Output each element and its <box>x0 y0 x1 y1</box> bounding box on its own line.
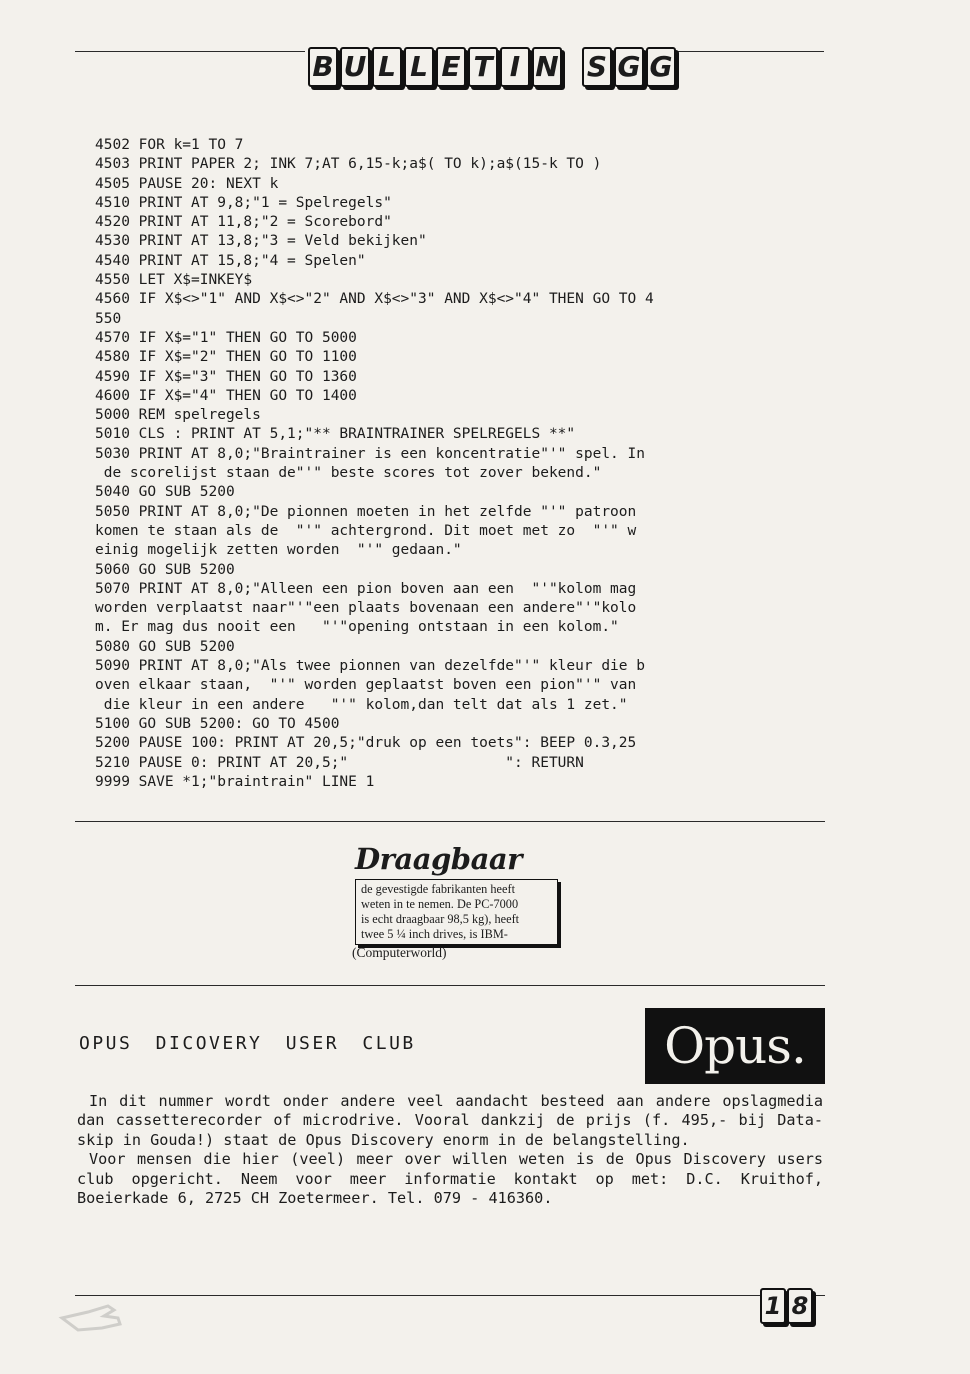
code-line: 4560 IF X$<>"1" AND X$<>"2" AND X$<>"3" AND X$<>"4" THEN GO TO 4 <box>95 291 654 308</box>
club-heading: OPUS DICOVERY USER CLUB <box>79 1033 416 1054</box>
masthead-letter: U <box>340 47 370 87</box>
club-article <box>77 1092 823 1208</box>
code-line: 4550 LET X$=INKEY$ <box>95 272 253 289</box>
page-number-digit: 1 <box>760 1288 786 1324</box>
draagbaar-clipping <box>355 879 558 945</box>
footer-rule <box>75 1295 825 1296</box>
code-line: 550 <box>95 310 122 327</box>
code-separator-rule <box>75 821 825 822</box>
code-line: 5050 PRINT AT 8,0;"De pionnen moeten in het zelfde "'" patroon <box>95 503 637 520</box>
code-line: 4590 IF X$="3" THEN GO TO 1360 <box>95 368 357 385</box>
masthead-letter: I <box>500 47 530 87</box>
page-number <box>760 1288 813 1324</box>
code-line: 9999 SAVE *1;"braintrain" LINE 1 <box>95 773 375 790</box>
code-line: 4510 PRINT AT 9,8;"1 = Spelregels" <box>95 194 392 211</box>
code-line: 4505 PAUSE 20: NEXT k <box>95 175 279 192</box>
code-line: 4530 PRINT AT 13,8;"3 = Veld bekijken" <box>95 233 427 250</box>
pointing-hand-icon <box>58 1298 128 1338</box>
code-line: die kleur in een andere "'" kolom,dan telt dat als 1 zet." <box>95 696 628 713</box>
page-number-digit: 8 <box>787 1288 813 1324</box>
draagbaar-line: weten in te nemen. De PC-7000 <box>361 897 519 911</box>
basic-code-listing <box>95 136 855 792</box>
code-line: 5060 GO SUB 5200 <box>95 561 235 578</box>
draagbaar-source: (Computerworld) <box>352 945 447 960</box>
code-line: de scorelijst staan de"'" beste scores tot zover bekend." <box>95 465 602 482</box>
club-paragraph: Voor mensen die hier (veel) meer over willen weten is de Opus Discovery users club opgericht. Neem voor meer informatie kontakt op met: D.C. Kruithof, Boeierkade 6, 2725 CH Zoetermeer. Tel. 079 - 416360. <box>77 1150 823 1208</box>
draagbaar-line: is echt draagbaar 98,5 kg), heeft <box>361 912 520 926</box>
masthead-letter: L <box>372 47 402 87</box>
code-line: 5010 CLS : PRINT AT 5,1;"** BRAINTRAINER SPELREGELS **" <box>95 426 576 443</box>
draagbaar-line: twee 5 ¼ inch drives, is IBM- <box>361 927 508 941</box>
code-line: 5200 PAUSE 100: PRINT AT 20,5;"druk op een toets": BEEP 0.3,25 <box>95 735 637 752</box>
code-line: 5040 GO SUB 5200 <box>95 484 235 501</box>
masthead-letter: G <box>646 47 676 87</box>
club-separator-rule <box>75 985 825 986</box>
code-line: 5210 PAUSE 0: PRINT AT 20,5;" ": RETURN <box>95 754 584 771</box>
header-rule-left <box>75 51 305 52</box>
code-line: 5070 PRINT AT 8,0;"Alleen een pion boven aan een "'"kolom mag <box>95 580 637 597</box>
code-line: 4570 IF X$="1" THEN GO TO 5000 <box>95 329 357 346</box>
code-line: 4503 PRINT PAPER 2; INK 7;AT 6,15-k;a$( TO k);a$(15-k TO ) <box>95 156 602 173</box>
code-line: 5000 REM spelregels <box>95 407 261 424</box>
masthead-logo <box>308 43 676 91</box>
code-line: 4520 PRINT AT 11,8;"2 = Scorebord" <box>95 214 392 231</box>
club-paragraph: In dit nummer wordt onder andere veel aandacht besteed aan andere opslagmedia dan cassetterecorder of microdrive. Vooral dankzij de prijs (f. 495,- bij Data-skip in Gouda!) staat de Opus Discovery enorm in de belangstelling. <box>77 1092 823 1149</box>
code-line: 4502 FOR k=1 TO 7 <box>95 137 244 153</box>
masthead-letter: L <box>404 47 434 87</box>
draagbaar-line: de gevestigde fabrikanten heeft <box>361 882 515 896</box>
masthead-letter: T <box>468 47 498 87</box>
code-line: oven elkaar staan, "'" worden geplaatst boven een pion"'" van <box>95 677 637 694</box>
code-line: 4580 IF X$="2" THEN GO TO 1100 <box>95 349 357 366</box>
code-line: 5100 GO SUB 5200: GO TO 4500 <box>95 715 340 732</box>
code-line: 5080 GO SUB 5200 <box>95 638 235 655</box>
masthead-letter: E <box>436 47 466 87</box>
masthead-letter: N <box>532 47 562 87</box>
masthead-letter: B <box>308 47 338 87</box>
code-line: 5090 PRINT AT 8,0;"Als twee pionnen van dezelfde"'" kleur die b <box>95 658 645 675</box>
code-line: 4600 IF X$="4" THEN GO TO 1400 <box>95 387 357 404</box>
code-line: komen te staan als de "'" achtergrond. Dit moet met zo "'" w <box>95 522 637 539</box>
masthead-letter: S <box>582 47 612 87</box>
code-line: einig mogelijk zetten worden "'" gedaan." <box>95 542 462 559</box>
draagbaar-title: Draagbaar <box>355 842 522 876</box>
code-line: worden verplaatst naar"'"een plaats bovenaan een andere"'"kolo <box>95 600 637 617</box>
opus-logo: Opus. <box>645 1008 825 1084</box>
code-line: m. Er mag dus nooit een "'"opening ontstaan in een kolom." <box>95 619 619 636</box>
masthead-letter: G <box>614 47 644 87</box>
code-line: 5030 PRINT AT 8,0;"Braintrainer is een koncentratie"'" spel. In <box>95 445 645 462</box>
code-line: 4540 PRINT AT 15,8;"4 = Spelen" <box>95 252 366 269</box>
